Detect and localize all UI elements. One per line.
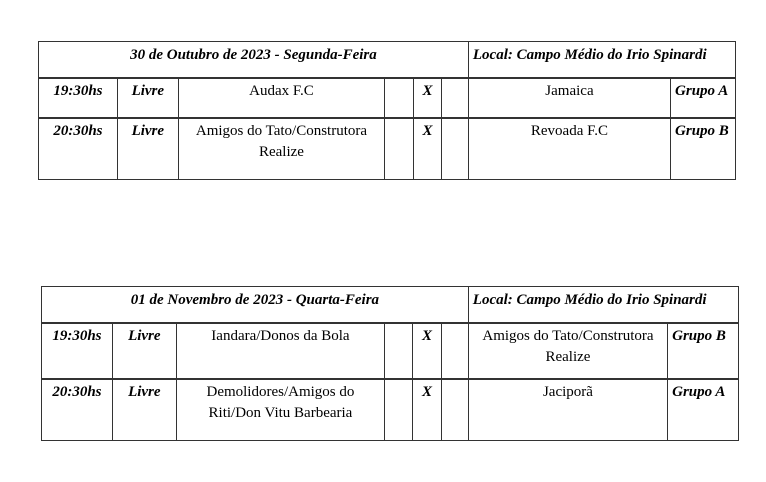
versus-mark: X: [414, 78, 442, 118]
match-time: 19:30hs: [42, 323, 113, 379]
home-team: Demolidores/Amigos do Riti/Don Vitu Barbearia: [177, 379, 385, 440]
table-header-row: [39, 42, 735, 78]
away-team: Revoada F.C: [469, 118, 671, 179]
match-row: [42, 379, 738, 440]
match-category: Livre: [113, 379, 177, 440]
schedule-table-1: [38, 41, 736, 180]
match-row: [42, 323, 738, 379]
home-score-cell: [385, 118, 414, 179]
home-team: Iandara/Donos da Bola: [177, 323, 385, 379]
match-category: Livre: [113, 323, 177, 379]
away-score-cell: [442, 323, 469, 379]
match-group: Grupo A: [671, 78, 735, 118]
match-category: Livre: [118, 118, 179, 179]
match-group: Grupo A: [668, 379, 738, 440]
match-row: [39, 118, 735, 179]
match-date: 30 de Outubro de 2023 - Segunda-Feira: [39, 42, 469, 78]
away-score-cell: [442, 379, 469, 440]
match-group: Grupo B: [668, 323, 738, 379]
match-date: 01 de Novembro de 2023 - Quarta-Feira: [42, 287, 469, 323]
versus-mark: X: [413, 379, 442, 440]
away-team: Jamaica: [469, 78, 671, 118]
away-score-cell: [442, 78, 469, 118]
away-team: Jaciporã: [469, 379, 668, 440]
home-team: Audax F.C: [179, 78, 385, 118]
schedule-table-2: [41, 286, 739, 441]
table-header-row: [42, 287, 738, 323]
home-score-cell: [385, 78, 414, 118]
match-time: 19:30hs: [39, 78, 118, 118]
match-group: Grupo B: [671, 118, 735, 179]
home-score-cell: [385, 379, 413, 440]
match-category: Livre: [118, 78, 179, 118]
away-team: Amigos do Tato/Construtora Realize: [469, 323, 668, 379]
versus-mark: X: [413, 323, 442, 379]
home-team: Amigos do Tato/Construtora Realize: [179, 118, 385, 179]
home-score-cell: [385, 323, 413, 379]
versus-mark: X: [414, 118, 442, 179]
match-location: Local: Campo Médio do Irio Spinardi: [469, 42, 735, 78]
match-time: 20:30hs: [39, 118, 118, 179]
match-location: Local: Campo Médio do Irio Spinardi: [469, 287, 738, 323]
match-time: 20:30hs: [42, 379, 113, 440]
away-score-cell: [442, 118, 469, 179]
match-row: [39, 78, 735, 118]
